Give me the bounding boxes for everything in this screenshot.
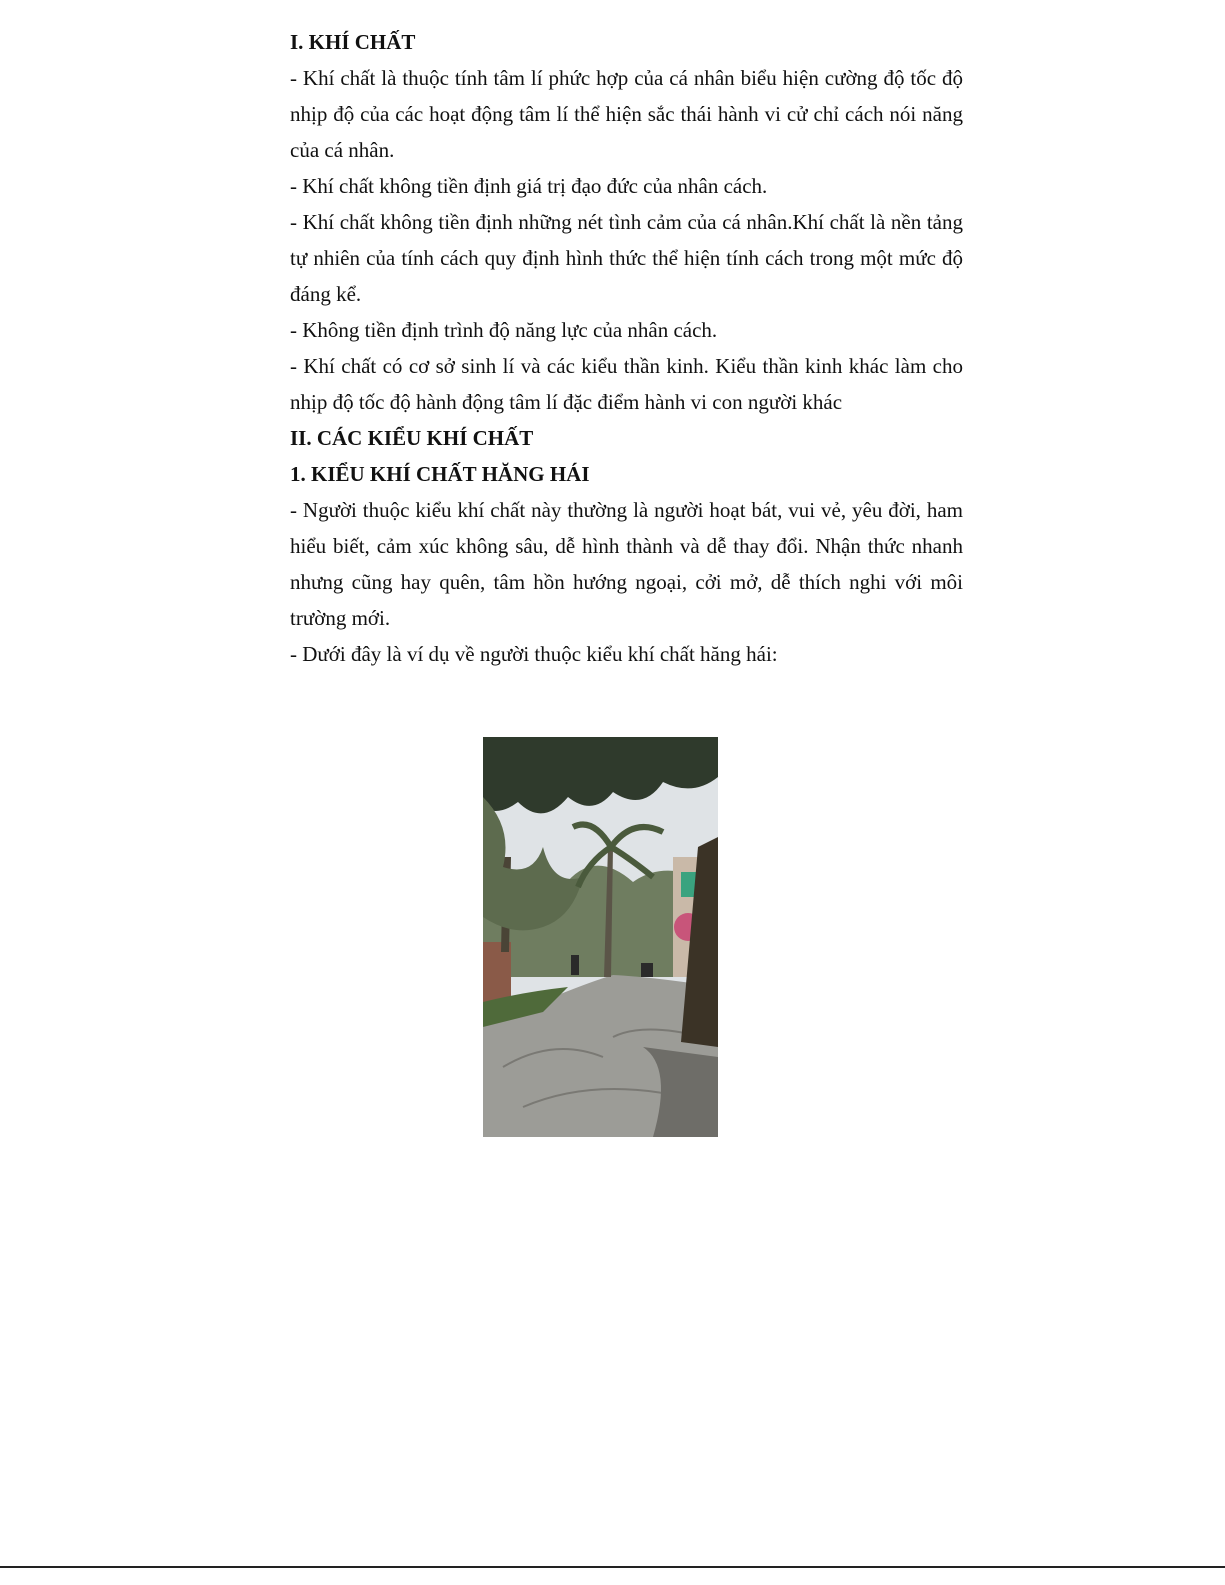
paragraph: - Khí chất không tiền định giá trị đạo đức của nhân cách. (290, 174, 768, 198)
paragraph: - Dưới đây là ví dụ về người thuộc kiểu khí chất hăng hái: (290, 642, 778, 666)
photo-person-1 (571, 955, 579, 975)
document-body (290, 24, 963, 672)
section-heading-cac-kieu: II. CÁC KIỂU KHÍ CHẤT (290, 426, 534, 450)
section-heading-khi-chat: I. KHÍ CHẤT (290, 30, 416, 54)
subsection-heading-hang-hai: 1. KIỂU KHÍ CHẤT HĂNG HÁI (290, 462, 590, 486)
photo-person-2 (641, 963, 653, 977)
paragraph: - Người thuộc kiểu khí chất này thường là người hoạt bát, vui vẻ, yêu đời, ham hiểu biết, cảm xúc không sâu, dễ hình thành và dễ thay đổi. Nhận thức nhanh nhưng cũng hay quên, tâm hồn hướng ngoại, cởi mở, dễ thích nghi với môi trường mới. (290, 498, 963, 630)
street-scene-image (483, 737, 718, 1137)
paragraph: - Khí chất là thuộc tính tâm lí phức hợp của cá nhân biểu hiện cường độ tốc độ nhịp độ của các hoạt động tâm lí thể hiện sắc thái hành vi cử chỉ cách nói năng của cá nhân. (290, 66, 963, 162)
paragraph: - Khí chất không tiền định những nét tình cảm của cá nhân.Khí chất là nền tảng tự nhiên của tính cách quy định hình thức thể hiện tính cách trong một mức độ đáng kể. (290, 210, 963, 306)
page-bottom-border (0, 1566, 1225, 1568)
paragraph: - Khí chất có cơ sở sinh lí và các kiểu thần kinh. Kiểu thần kinh khác làm cho nhịp độ tốc độ hành động tâm lí đặc điểm hành vi con người khác (290, 354, 963, 414)
example-photo (483, 737, 718, 1137)
paragraph: - Không tiền định trình độ năng lực của nhân cách. (290, 318, 718, 342)
